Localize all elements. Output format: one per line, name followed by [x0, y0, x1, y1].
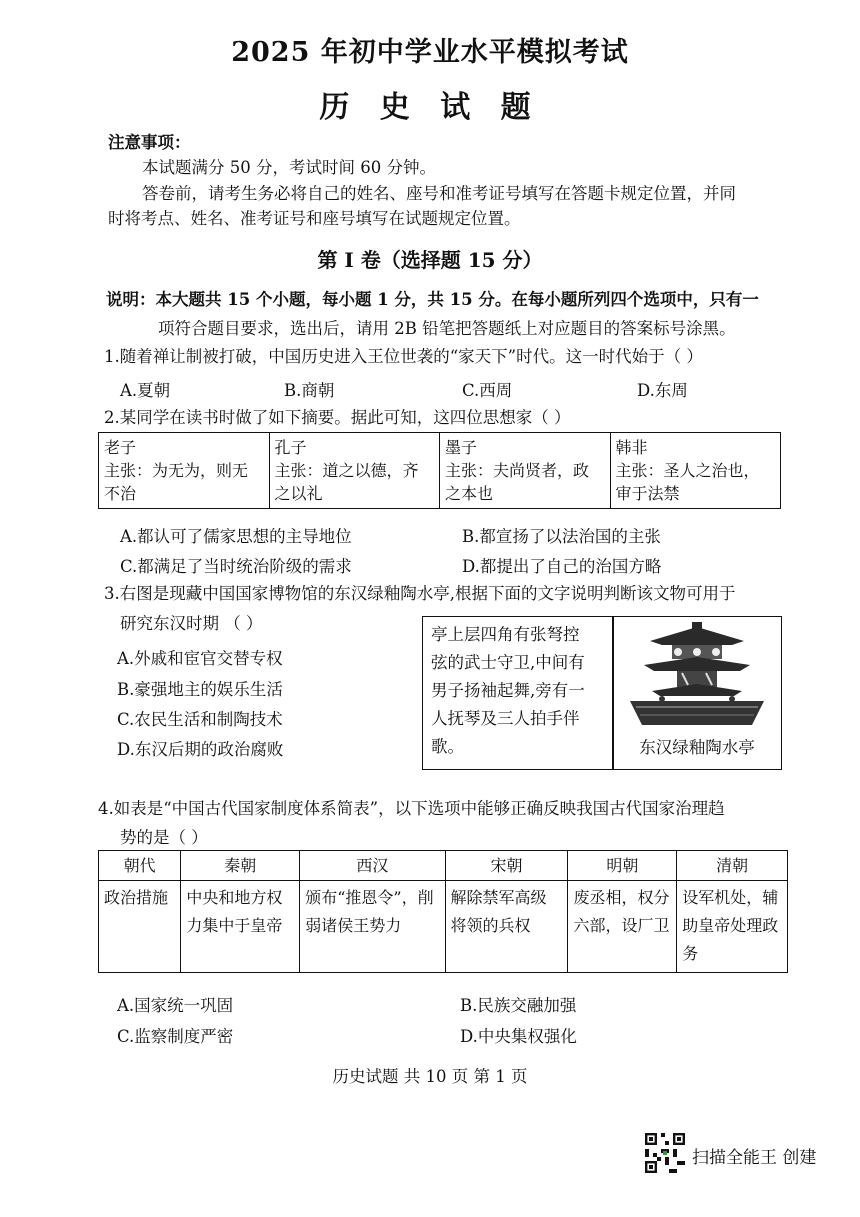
q3-desc-line: 弦的武士守卫,中间有 [431, 653, 585, 672]
q1-option-d: D.东周 [637, 381, 688, 400]
q2-cell-laozi [99, 433, 270, 509]
q4-header-cell: 明朝 [568, 851, 677, 881]
subject-title: 历 史 试 题 [319, 90, 541, 125]
q2-cell-mozi [440, 433, 611, 509]
q2-thinkers-table [98, 432, 781, 509]
q4-institutions-table [98, 850, 788, 973]
q2-thinker-claim: 主张：为无为，则无不治 [104, 461, 249, 503]
notice-line-2: 答卷前，请考生务必将自己的姓名、座号和准考证号填写在答题卡规定位置，并同 [142, 184, 736, 203]
q4-option-b: B.民族交融加强 [460, 996, 577, 1015]
q4-header-cell: 秦朝 [181, 851, 300, 881]
q2-thinker-name: 老子 [104, 438, 137, 457]
q4-header-cell: 西汉 [300, 851, 445, 881]
q4-row-label: 政治措施 [99, 881, 181, 973]
qr-code-icon [645, 1133, 685, 1173]
q4-data-cell: 颁布“推恩令”，削弱诸侯王势力 [300, 881, 445, 973]
q4-data-cell: 解除禁军高级将领的兵权 [445, 881, 568, 973]
q2-thinker-name: 墨子 [445, 438, 478, 457]
q4-header-cell: 清朝 [677, 851, 788, 881]
q2-option-c: C.都满足了当时统治阶级的需求 [120, 557, 352, 576]
q1-option-b: B.商朝 [284, 381, 335, 400]
q1-stem: 1.随着禅让制被打破，中国历史进入王位世袭的“家天下”时代。这一时代始于（ ） [104, 347, 703, 366]
q2-cell-hanfei [610, 433, 781, 509]
q3-desc-line: 人抚琴及三人拍手伴 [431, 709, 580, 728]
q3-option-c: C.农民生活和制陶技术 [117, 710, 283, 729]
q3-desc-line: 歌。 [431, 737, 464, 756]
q2-option-a: A.都认可了儒家思想的主导地位 [120, 527, 352, 546]
notice-line-3: 时将考点、姓名、准考证号和座号填写在试题规定位置。 [108, 209, 521, 228]
q3-description-box [422, 616, 614, 770]
section-title: 第 I 卷（选择题 15 分） [317, 248, 543, 272]
q4-data-cell: 废丞相，权分六部，设厂卫 [568, 881, 677, 973]
q3-option-d: D.东汉后期的政治腐败 [117, 740, 284, 759]
q3-option-a: A.外戚和宦官交替专权 [117, 649, 283, 668]
q4-table-header-row [99, 851, 788, 881]
q4-header-cell: 宋朝 [445, 851, 568, 881]
q4-option-c: C.监察制度严密 [117, 1027, 234, 1046]
q4-data-cell: 中央和地方权力集中于皇帝 [181, 881, 300, 973]
q4-table-data-row [99, 881, 788, 973]
q2-cell-kongzi [269, 433, 440, 509]
exam-title: 2025 年初中学业水平模拟考试 [231, 37, 629, 68]
q3-stem-line-1: 3.右图是现藏中国国家博物馆的东汉绿釉陶水亭,根据下面的文字说明判断该文物可用于 [104, 584, 736, 603]
q2-thinker-name: 孔子 [274, 438, 307, 457]
q1-option-c: C.西周 [462, 381, 513, 400]
q4-stem-line-2: 势的是（ ） [120, 828, 208, 847]
q2-option-b: B.都宣扬了以法治国的主张 [462, 527, 661, 546]
section-desc-line-2: 项符合题目要求，选出后，请用 2B 铅笔把答题纸上对应题目的答案标号涂黑。 [158, 319, 736, 338]
q1-option-a: A.夏朝 [120, 381, 171, 400]
q2-thinker-claim: 主张：夫尚贤者，政之本也 [445, 461, 590, 503]
q4-option-a: A.国家统一巩固 [117, 996, 234, 1015]
q3-image-box [612, 616, 782, 770]
notice-line-1: 本试题满分 50 分，考试时间 60 分钟。 [142, 158, 436, 177]
q3-desc-line: 男子扬袖起舞,旁有一 [431, 681, 585, 700]
q3-stem-line-2: 研究东汉时期 （ ） [120, 614, 263, 633]
q2-thinker-name: 韩非 [615, 438, 648, 457]
q2-option-d: D.都提出了自己的治国方略 [462, 557, 662, 576]
q2-stem: 2.某同学在读书时做了如下摘要。据此可知，这四位思想家（ ） [104, 408, 571, 427]
q3-option-b: B.豪强地主的娱乐生活 [117, 680, 283, 699]
section-desc-line-1: 说明：本大题共 15 个小题，每小题 1 分，共 15 分。在每小题所列四个选项中，只有一 [106, 290, 759, 309]
q4-stem-line-1: 4.如表是“中国古代国家制度体系简表”，以下选项中能够正确反映我国古代国家治理趋 [98, 799, 725, 818]
pottery-pavilion-image [622, 621, 772, 731]
page-footer: 历史试题 共 10 页 第 1 页 [332, 1067, 528, 1086]
q2-thinker-claim: 主张：圣人之治也，审于法禁 [615, 461, 760, 503]
q3-image-caption: 东汉绿釉陶水亭 [639, 738, 755, 757]
q4-data-cell: 设军机处，辅助皇帝处理政务 [677, 881, 788, 973]
q2-thinker-claim: 主张：道之以德，齐之以礼 [274, 461, 419, 503]
q3-desc-line: 亭上层四角有张弩控 [431, 625, 580, 644]
q4-header-cell: 朝代 [99, 851, 181, 881]
notice-heading: 注意事项： [108, 133, 191, 152]
q4-option-d: D.中央集权强化 [460, 1027, 577, 1046]
scanner-brand-text: 扫描全能王 创建 [692, 1148, 817, 1168]
